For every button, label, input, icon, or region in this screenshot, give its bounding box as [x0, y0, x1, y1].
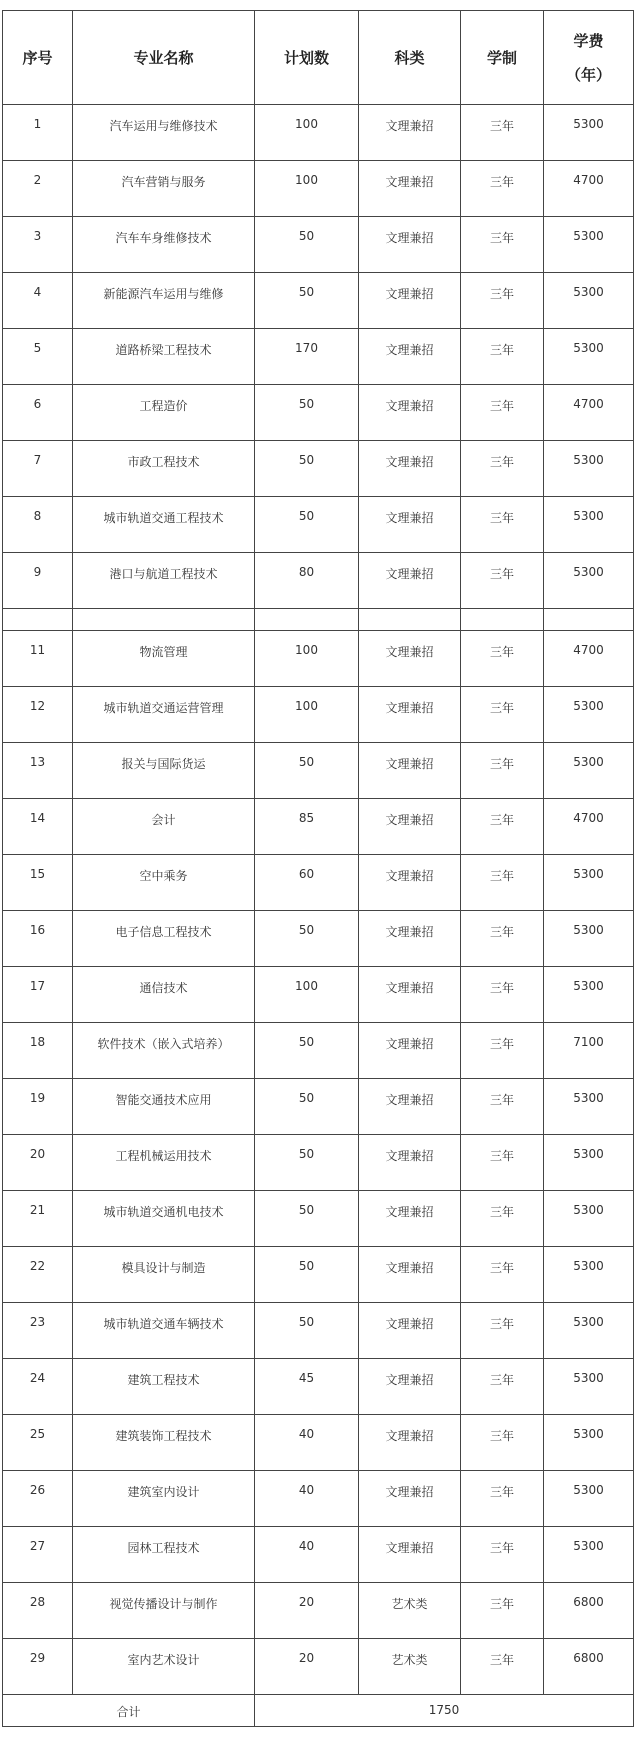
empty-cell — [3, 609, 73, 631]
plan-count-cell: 50 — [255, 217, 359, 273]
major-name-cell: 物流管理 — [73, 631, 255, 687]
plan-count-cell: 50 — [255, 1191, 359, 1247]
serial-number-cell: 1 — [3, 105, 73, 161]
plan-count-cell: 20 — [255, 1639, 359, 1695]
duration-cell: 三年 — [461, 1191, 544, 1247]
major-name-cell: 电子信息工程技术 — [73, 911, 255, 967]
category-cell: 文理兼招 — [359, 1023, 461, 1079]
plan-count-cell: 20 — [255, 1583, 359, 1639]
table-row — [3, 273, 634, 329]
tuition-cell: 4700 — [544, 631, 634, 687]
table-row — [3, 743, 634, 799]
table-row — [3, 855, 634, 911]
category-cell: 文理兼招 — [359, 273, 461, 329]
empty-cell — [255, 609, 359, 631]
header-plan-count: 计划数 — [255, 11, 359, 105]
tuition-cell: 5300 — [544, 441, 634, 497]
major-name-cell: 视觉传播设计与制作 — [73, 1583, 255, 1639]
serial-number-cell: 6 — [3, 385, 73, 441]
empty-cell — [461, 609, 544, 631]
tuition-cell: 4700 — [544, 385, 634, 441]
category-cell: 文理兼招 — [359, 1135, 461, 1191]
plan-count-cell: 40 — [255, 1471, 359, 1527]
tuition-cell: 6800 — [544, 1583, 634, 1639]
header-serial-number: 序号 — [3, 11, 73, 105]
category-cell: 文理兼招 — [359, 631, 461, 687]
table-row — [3, 1135, 634, 1191]
major-name-cell: 城市轨道交通运营管理 — [73, 687, 255, 743]
header-tuition — [544, 11, 634, 105]
plan-count-cell: 40 — [255, 1415, 359, 1471]
tuition-cell: 5300 — [544, 1079, 634, 1135]
category-cell: 文理兼招 — [359, 441, 461, 497]
serial-number-cell: 27 — [3, 1527, 73, 1583]
plan-count-cell: 50 — [255, 441, 359, 497]
category-cell: 文理兼招 — [359, 1191, 461, 1247]
category-cell: 文理兼招 — [359, 1247, 461, 1303]
category-cell: 艺术类 — [359, 1639, 461, 1695]
serial-number-cell: 3 — [3, 217, 73, 273]
header-category: 科类 — [359, 11, 461, 105]
tuition-cell: 5300 — [544, 1415, 634, 1471]
tuition-cell: 5300 — [544, 217, 634, 273]
tuition-cell: 4700 — [544, 161, 634, 217]
duration-cell: 三年 — [461, 1527, 544, 1583]
table-row — [3, 1471, 634, 1527]
major-name-cell: 汽车运用与维修技术 — [73, 105, 255, 161]
tuition-cell: 5300 — [544, 967, 634, 1023]
duration-cell: 三年 — [461, 799, 544, 855]
duration-cell: 三年 — [461, 687, 544, 743]
major-name-cell: 模具设计与制造 — [73, 1247, 255, 1303]
serial-number-cell: 13 — [3, 743, 73, 799]
major-name-cell: 新能源汽车运用与维修 — [73, 273, 255, 329]
plan-count-cell: 50 — [255, 1303, 359, 1359]
duration-cell: 三年 — [461, 1583, 544, 1639]
table-row — [3, 329, 634, 385]
serial-number-cell: 4 — [3, 273, 73, 329]
plan-count-cell: 60 — [255, 855, 359, 911]
table-row — [3, 1359, 634, 1415]
plan-count-cell: 100 — [255, 161, 359, 217]
duration-cell: 三年 — [461, 217, 544, 273]
empty-separator-row — [3, 609, 634, 631]
table-row — [3, 631, 634, 687]
tuition-cell: 5300 — [544, 1527, 634, 1583]
duration-cell: 三年 — [461, 1303, 544, 1359]
duration-cell: 三年 — [461, 1023, 544, 1079]
serial-number-cell: 19 — [3, 1079, 73, 1135]
major-name-cell: 道路桥梁工程技术 — [73, 329, 255, 385]
serial-number-cell: 25 — [3, 1415, 73, 1471]
major-name-cell: 软件技术（嵌入式培养） — [73, 1023, 255, 1079]
major-name-cell: 空中乘务 — [73, 855, 255, 911]
empty-cell — [544, 609, 634, 631]
tuition-cell: 5300 — [544, 1359, 634, 1415]
table-row — [3, 1191, 634, 1247]
tuition-cell: 5300 — [544, 553, 634, 609]
duration-cell: 三年 — [461, 497, 544, 553]
tuition-cell: 5300 — [544, 329, 634, 385]
duration-cell: 三年 — [461, 1359, 544, 1415]
major-name-cell: 城市轨道交通车辆技术 — [73, 1303, 255, 1359]
duration-cell: 三年 — [461, 855, 544, 911]
header-duration: 学制 — [461, 11, 544, 105]
plan-count-cell: 100 — [255, 631, 359, 687]
table-row — [3, 1303, 634, 1359]
table-row — [3, 911, 634, 967]
tuition-cell: 5300 — [544, 1471, 634, 1527]
table-row — [3, 497, 634, 553]
tuition-cell: 7100 — [544, 1023, 634, 1079]
plan-count-cell: 100 — [255, 105, 359, 161]
serial-number-cell: 2 — [3, 161, 73, 217]
plan-count-cell: 85 — [255, 799, 359, 855]
plan-count-cell: 50 — [255, 743, 359, 799]
serial-number-cell: 7 — [3, 441, 73, 497]
duration-cell: 三年 — [461, 161, 544, 217]
table-row — [3, 105, 634, 161]
plan-count-cell: 50 — [255, 1247, 359, 1303]
header-tuition-label: 学费 — [573, 31, 604, 50]
tuition-cell: 5300 — [544, 687, 634, 743]
total-value-cell: 1750 — [255, 1695, 634, 1727]
major-name-cell: 建筑工程技术 — [73, 1359, 255, 1415]
category-cell: 文理兼招 — [359, 329, 461, 385]
total-row — [3, 1695, 634, 1727]
category-cell: 文理兼招 — [359, 1359, 461, 1415]
empty-cell — [359, 609, 461, 631]
major-name-cell: 汽车车身维修技术 — [73, 217, 255, 273]
major-name-cell: 工程造价 — [73, 385, 255, 441]
category-cell: 文理兼招 — [359, 1079, 461, 1135]
tuition-cell: 5300 — [544, 911, 634, 967]
header-tuition-unit: （年） — [565, 65, 611, 84]
category-cell: 文理兼招 — [359, 799, 461, 855]
plan-count-cell: 40 — [255, 1527, 359, 1583]
duration-cell: 三年 — [461, 1471, 544, 1527]
serial-number-cell: 29 — [3, 1639, 73, 1695]
major-name-cell: 城市轨道交通工程技术 — [73, 497, 255, 553]
tuition-cell: 5300 — [544, 497, 634, 553]
serial-number-cell: 28 — [3, 1583, 73, 1639]
plan-count-cell: 50 — [255, 1079, 359, 1135]
plan-count-cell: 170 — [255, 329, 359, 385]
duration-cell: 三年 — [461, 1135, 544, 1191]
tuition-cell: 5300 — [544, 1135, 634, 1191]
serial-number-cell: 15 — [3, 855, 73, 911]
category-cell: 文理兼招 — [359, 105, 461, 161]
header-major-name: 专业名称 — [73, 11, 255, 105]
category-cell: 文理兼招 — [359, 553, 461, 609]
plan-count-cell: 45 — [255, 1359, 359, 1415]
table-row — [3, 1023, 634, 1079]
duration-cell: 三年 — [461, 1415, 544, 1471]
serial-number-cell: 8 — [3, 497, 73, 553]
duration-cell: 三年 — [461, 105, 544, 161]
category-cell: 艺术类 — [359, 1583, 461, 1639]
serial-number-cell: 16 — [3, 911, 73, 967]
table-row — [3, 1639, 634, 1695]
table-row — [3, 1527, 634, 1583]
serial-number-cell: 18 — [3, 1023, 73, 1079]
major-name-cell: 报关与国际货运 — [73, 743, 255, 799]
table-row — [3, 799, 634, 855]
serial-number-cell: 17 — [3, 967, 73, 1023]
category-cell: 文理兼招 — [359, 687, 461, 743]
table-row — [3, 161, 634, 217]
major-name-cell: 会计 — [73, 799, 255, 855]
major-name-cell: 室内艺术设计 — [73, 1639, 255, 1695]
category-cell: 文理兼招 — [359, 1527, 461, 1583]
duration-cell: 三年 — [461, 273, 544, 329]
total-label-cell: 合计 — [3, 1695, 255, 1727]
serial-number-cell: 5 — [3, 329, 73, 385]
serial-number-cell: 20 — [3, 1135, 73, 1191]
empty-cell — [73, 609, 255, 631]
tuition-cell: 5300 — [544, 273, 634, 329]
serial-number-cell: 9 — [3, 553, 73, 609]
enrollment-plan-table — [2, 10, 634, 1727]
serial-number-cell: 14 — [3, 799, 73, 855]
serial-number-cell: 12 — [3, 687, 73, 743]
table-header-row — [3, 11, 634, 105]
table-body — [3, 105, 634, 1727]
duration-cell: 三年 — [461, 329, 544, 385]
major-name-cell: 建筑装饰工程技术 — [73, 1415, 255, 1471]
table-row — [3, 553, 634, 609]
duration-cell: 三年 — [461, 1079, 544, 1135]
duration-cell: 三年 — [461, 631, 544, 687]
duration-cell: 三年 — [461, 441, 544, 497]
major-name-cell: 汽车营销与服务 — [73, 161, 255, 217]
plan-count-cell: 50 — [255, 273, 359, 329]
category-cell: 文理兼招 — [359, 967, 461, 1023]
duration-cell: 三年 — [461, 385, 544, 441]
major-name-cell: 港口与航道工程技术 — [73, 553, 255, 609]
duration-cell: 三年 — [461, 1247, 544, 1303]
duration-cell: 三年 — [461, 553, 544, 609]
table-row — [3, 217, 634, 273]
category-cell: 文理兼招 — [359, 217, 461, 273]
table-row — [3, 1247, 634, 1303]
plan-count-cell: 80 — [255, 553, 359, 609]
enrollment-plan-sheet — [2, 10, 634, 1742]
table-row — [3, 441, 634, 497]
category-cell: 文理兼招 — [359, 1415, 461, 1471]
duration-cell: 三年 — [461, 967, 544, 1023]
table-row — [3, 1079, 634, 1135]
tuition-cell: 5300 — [544, 743, 634, 799]
tuition-cell: 6800 — [544, 1639, 634, 1695]
category-cell: 文理兼招 — [359, 1471, 461, 1527]
table-row — [3, 967, 634, 1023]
duration-cell: 三年 — [461, 743, 544, 799]
plan-count-cell: 50 — [255, 1135, 359, 1191]
category-cell: 文理兼招 — [359, 497, 461, 553]
plan-count-cell: 50 — [255, 911, 359, 967]
serial-number-cell: 26 — [3, 1471, 73, 1527]
major-name-cell: 建筑室内设计 — [73, 1471, 255, 1527]
tuition-cell: 5300 — [544, 105, 634, 161]
plan-count-cell: 50 — [255, 1023, 359, 1079]
duration-cell: 三年 — [461, 1639, 544, 1695]
major-name-cell: 园林工程技术 — [73, 1527, 255, 1583]
serial-number-cell: 22 — [3, 1247, 73, 1303]
major-name-cell: 智能交通技术应用 — [73, 1079, 255, 1135]
major-name-cell: 工程机械运用技术 — [73, 1135, 255, 1191]
category-cell: 文理兼招 — [359, 743, 461, 799]
plan-count-cell: 50 — [255, 385, 359, 441]
serial-number-cell: 11 — [3, 631, 73, 687]
category-cell: 文理兼招 — [359, 161, 461, 217]
table-row — [3, 1415, 634, 1471]
tuition-cell: 5300 — [544, 855, 634, 911]
table-row — [3, 687, 634, 743]
category-cell: 文理兼招 — [359, 385, 461, 441]
plan-count-cell: 100 — [255, 967, 359, 1023]
major-name-cell: 市政工程技术 — [73, 441, 255, 497]
category-cell: 文理兼招 — [359, 1303, 461, 1359]
category-cell: 文理兼招 — [359, 911, 461, 967]
duration-cell: 三年 — [461, 911, 544, 967]
table-row — [3, 385, 634, 441]
table-row — [3, 1583, 634, 1639]
serial-number-cell: 21 — [3, 1191, 73, 1247]
tuition-cell: 4700 — [544, 799, 634, 855]
category-cell: 文理兼招 — [359, 855, 461, 911]
tuition-cell: 5300 — [544, 1247, 634, 1303]
tuition-cell: 5300 — [544, 1191, 634, 1247]
tuition-cell: 5300 — [544, 1303, 634, 1359]
serial-number-cell: 23 — [3, 1303, 73, 1359]
plan-count-cell: 50 — [255, 497, 359, 553]
major-name-cell: 通信技术 — [73, 967, 255, 1023]
serial-number-cell: 24 — [3, 1359, 73, 1415]
plan-count-cell: 100 — [255, 687, 359, 743]
major-name-cell: 城市轨道交通机电技术 — [73, 1191, 255, 1247]
